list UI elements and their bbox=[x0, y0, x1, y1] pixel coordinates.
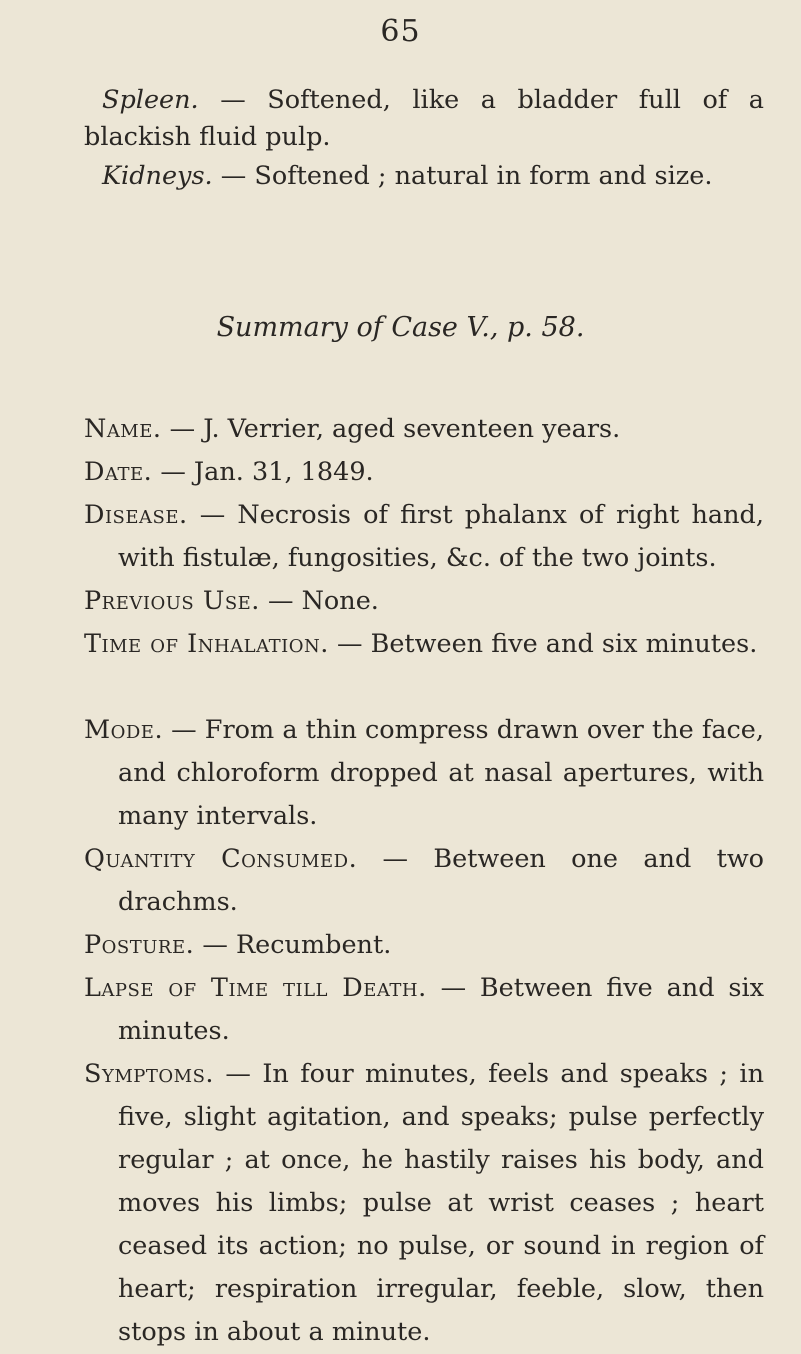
organ-spleen-text: — Softened, like a bladder full of a blackish fluid pulp. bbox=[84, 85, 764, 152]
field-date-label: Date. bbox=[84, 457, 153, 487]
field-previous-use-label: Previous Use. bbox=[84, 586, 260, 616]
field-disease-label: Disease. bbox=[84, 500, 188, 530]
field-posture-label: Posture. bbox=[84, 930, 195, 960]
field-disease-text: — Necrosis of first phalanx of right hand, with fistulæ, fungosities, &c. of the two joints. bbox=[118, 500, 764, 573]
field-time-of-inhalation-text: — Between five and six minutes. bbox=[328, 629, 758, 659]
field-name-label: Name. bbox=[84, 414, 162, 444]
organ-spleen-label: Spleen. bbox=[102, 85, 199, 115]
field-time-of-inhalation bbox=[84, 623, 764, 666]
summary-heading: Summary of Case V., p. 58. bbox=[216, 312, 585, 343]
field-lapse-of-time-text: — Between five and six minutes. bbox=[118, 973, 764, 1046]
field-name bbox=[84, 408, 764, 451]
field-previous-use-text: — None. bbox=[259, 586, 379, 616]
field-symptoms-text: — In four minutes, feels and speaks ; in five, slight agitation, and speaks; pulse perfectly regular ; at once, he hastily raises his body, and moves his limbs; pulse at wrist ceases ; heart ceased its action; no pulse, or sound in region of heart; respiration irregular, feeble, slow, then stops in about a minute. bbox=[118, 1059, 764, 1347]
organ-kidneys-text: — Softened ; natural in form and size. bbox=[212, 161, 713, 191]
field-quantity-consumed-text: — Between one and two drachms. bbox=[118, 844, 765, 917]
organ-spleen bbox=[84, 82, 764, 156]
organ-kidneys bbox=[84, 158, 764, 195]
field-symptoms bbox=[84, 1053, 764, 1354]
field-disease bbox=[84, 494, 764, 580]
field-lapse-of-time-label: Lapse of Time till Death. bbox=[84, 973, 427, 1003]
field-symptoms-label: Symptoms. bbox=[84, 1059, 215, 1089]
field-mode-text: — From a thin compress drawn over the face, and chloroform dropped at nasal apertures, with many intervals. bbox=[118, 715, 764, 831]
field-lapse-of-time bbox=[84, 967, 764, 1053]
organ-kidneys-label: Kidneys. bbox=[102, 161, 213, 191]
field-previous-use bbox=[84, 580, 764, 623]
page-number: 65 bbox=[380, 14, 421, 49]
field-date-text: — Jan. 31, 1849. bbox=[152, 457, 374, 487]
field-mode-label: Mode. bbox=[84, 715, 164, 745]
field-mode bbox=[84, 709, 764, 838]
field-date bbox=[84, 451, 764, 494]
field-quantity-consumed bbox=[84, 838, 764, 924]
field-time-of-inhalation-label: Time of Inhalation. bbox=[84, 629, 329, 659]
field-posture bbox=[84, 924, 764, 967]
field-posture-text: — Recumbent. bbox=[194, 930, 392, 960]
field-quantity-consumed-label: Quantity Consumed. bbox=[84, 844, 358, 874]
field-name-text: — J. Verrier, aged seventeen years. bbox=[161, 414, 621, 444]
